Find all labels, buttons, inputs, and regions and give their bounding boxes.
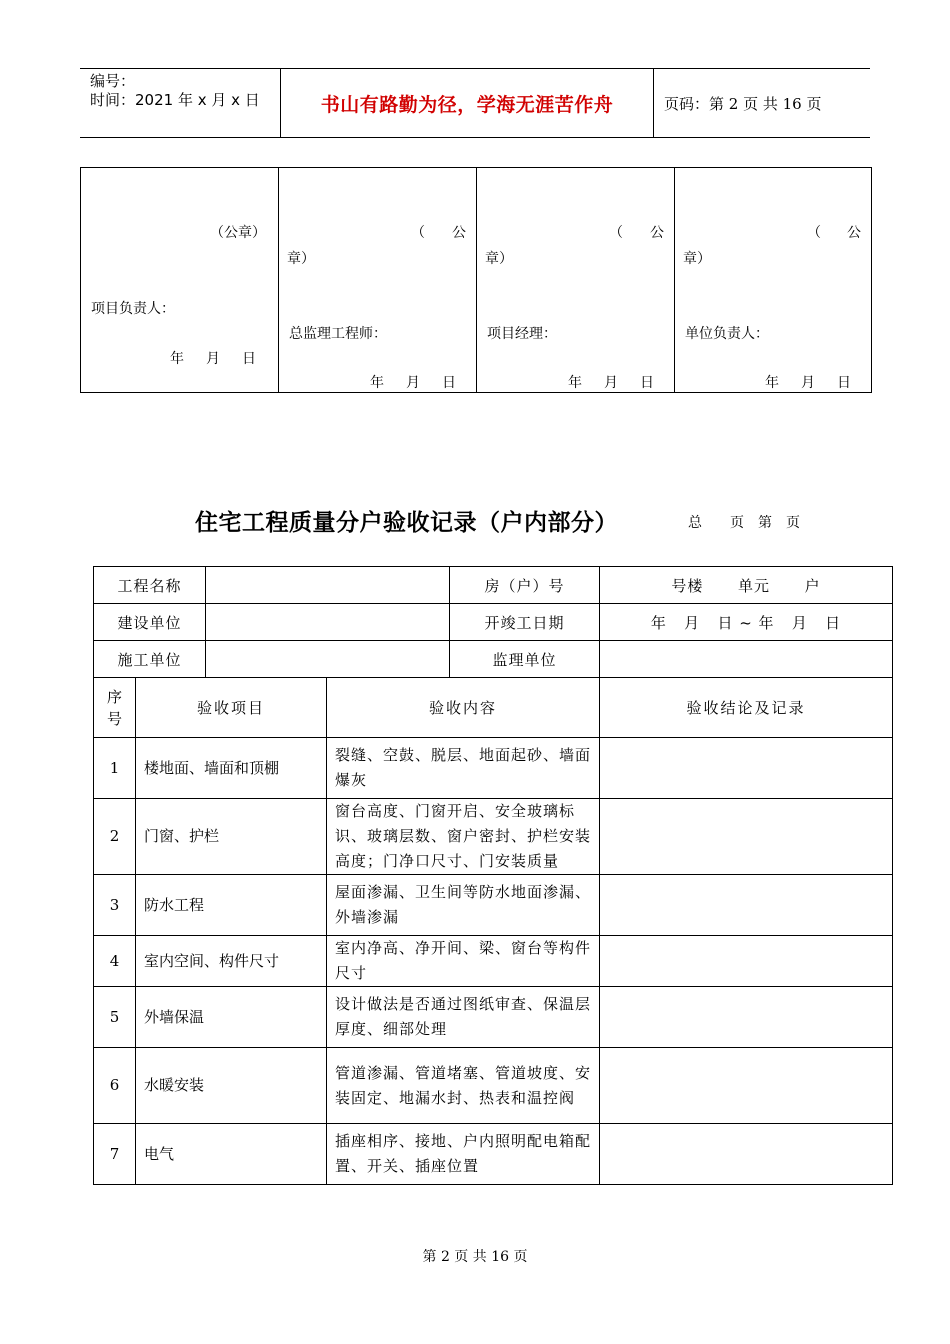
form-title: 住宅工程质量分户验收记录（户内部分） <box>195 510 618 536</box>
project-name-value[interactable] <box>206 567 450 604</box>
serial-label: 编号： <box>90 72 136 90</box>
role-label: 项目经理： <box>487 326 557 342</box>
sign-date: 年 月 日 <box>170 351 256 367</box>
time-label: 时间：2021 年 x 月 x 日 <box>90 91 260 109</box>
house-no-label: 房（户）号 <box>450 567 600 604</box>
seal-label: （ 公 章） <box>683 225 861 267</box>
supervisor-value[interactable] <box>600 641 893 678</box>
header-meta <box>80 69 281 137</box>
table-row <box>94 936 893 987</box>
row-item: 室内空间、构件尺寸 <box>136 936 327 987</box>
row-no: 1 <box>94 738 136 799</box>
row-no: 3 <box>94 875 136 936</box>
seal-label: （ 公 章） <box>485 225 664 267</box>
row-result[interactable] <box>600 987 893 1048</box>
row-item: 防水工程 <box>136 875 327 936</box>
page-footer: 第 2 页 共 16 页 <box>422 1249 528 1265</box>
acceptance-form <box>93 566 893 1185</box>
row-content: 设计做法是否通过图纸审查、保温层厚度、细部处理 <box>327 987 600 1048</box>
col-seq: 序号 <box>94 678 136 738</box>
row-result[interactable] <box>600 1048 893 1124</box>
role-label: 项目负责人： <box>91 301 175 317</box>
row-contractor <box>94 641 893 678</box>
supervisor-label: 监理单位 <box>450 641 600 678</box>
row-item: 门窗、护栏 <box>136 799 327 875</box>
sign-date: 年 月 日 <box>765 375 851 391</box>
row-no: 6 <box>94 1048 136 1124</box>
seal-label: （公章） <box>210 225 266 241</box>
row-result[interactable] <box>600 936 893 987</box>
row-no: 7 <box>94 1124 136 1185</box>
builder-label: 建设单位 <box>94 604 206 641</box>
role-label: 单位负责人： <box>685 326 769 342</box>
signature-cell-project-manager <box>477 168 675 393</box>
contractor-label: 施工单位 <box>94 641 206 678</box>
row-content: 屋面渗漏、卫生间等防水地面渗漏、外墙渗漏 <box>327 875 600 936</box>
row-no: 2 <box>94 799 136 875</box>
row-result[interactable] <box>600 738 893 799</box>
row-no: 4 <box>94 936 136 987</box>
signature-cell-project-leader <box>81 168 279 393</box>
table-row <box>94 1124 893 1185</box>
motto: 书山有路勤为径，学海无涯苦作舟 <box>281 69 654 137</box>
dates-value[interactable]: 年 月 日 ~ 年 月 日 <box>600 604 893 641</box>
contractor-value[interactable] <box>206 641 450 678</box>
row-item: 楼地面、墙面和顶棚 <box>136 738 327 799</box>
table-row <box>94 799 893 875</box>
table-row <box>94 875 893 936</box>
table-row <box>94 738 893 799</box>
row-item: 水暖安装 <box>136 1048 327 1124</box>
signature-table <box>80 167 872 393</box>
row-content: 室内净高、净开间、梁、窗台等构件尺寸 <box>327 936 600 987</box>
signature-cell-unit-leader <box>675 168 872 393</box>
page-header <box>80 68 870 138</box>
row-content: 插座相序、接地、户内照明配电箱配置、开关、插座位置 <box>327 1124 600 1185</box>
house-no-value[interactable]: 号楼 单元 户 <box>600 567 893 604</box>
row-result[interactable] <box>600 799 893 875</box>
table-row <box>94 987 893 1048</box>
row-no: 5 <box>94 987 136 1048</box>
column-header-row <box>94 678 893 738</box>
row-content: 裂缝、空鼓、脱层、地面起砂、墙面爆灰 <box>327 738 600 799</box>
col-result: 验收结论及记录 <box>600 678 893 738</box>
row-result[interactable] <box>600 875 893 936</box>
page-of-total: 总 页 第 页 <box>688 515 800 531</box>
row-result[interactable] <box>600 1124 893 1185</box>
sign-date: 年 月 日 <box>370 375 456 391</box>
row-content: 窗台高度、门窗开启、安全玻璃标识、玻璃层数、窗户密封、护栏安装高度；门净口尺寸、门安装质量 <box>327 799 600 875</box>
signature-cell-chief-supervisor <box>279 168 477 393</box>
role-label: 总监理工程师： <box>289 326 387 342</box>
builder-value[interactable] <box>206 604 450 641</box>
seal-label: （ 公 章） <box>287 225 466 267</box>
row-builder <box>94 604 893 641</box>
row-item: 电气 <box>136 1124 327 1185</box>
dates-label: 开竣工日期 <box>450 604 600 641</box>
table-row <box>94 1048 893 1124</box>
row-content: 管道渗漏、管道堵塞、管道坡度、安装固定、地漏水封、热表和温控阀 <box>327 1048 600 1124</box>
row-item: 外墙保温 <box>136 987 327 1048</box>
page-info: 页码：第 2 页 共 16 页 <box>664 94 822 113</box>
project-name-label: 工程名称 <box>94 567 206 604</box>
row-project-name <box>94 567 893 604</box>
col-item: 验收项目 <box>136 678 327 738</box>
sign-date: 年 月 日 <box>568 375 654 391</box>
col-content: 验收内容 <box>327 678 600 738</box>
